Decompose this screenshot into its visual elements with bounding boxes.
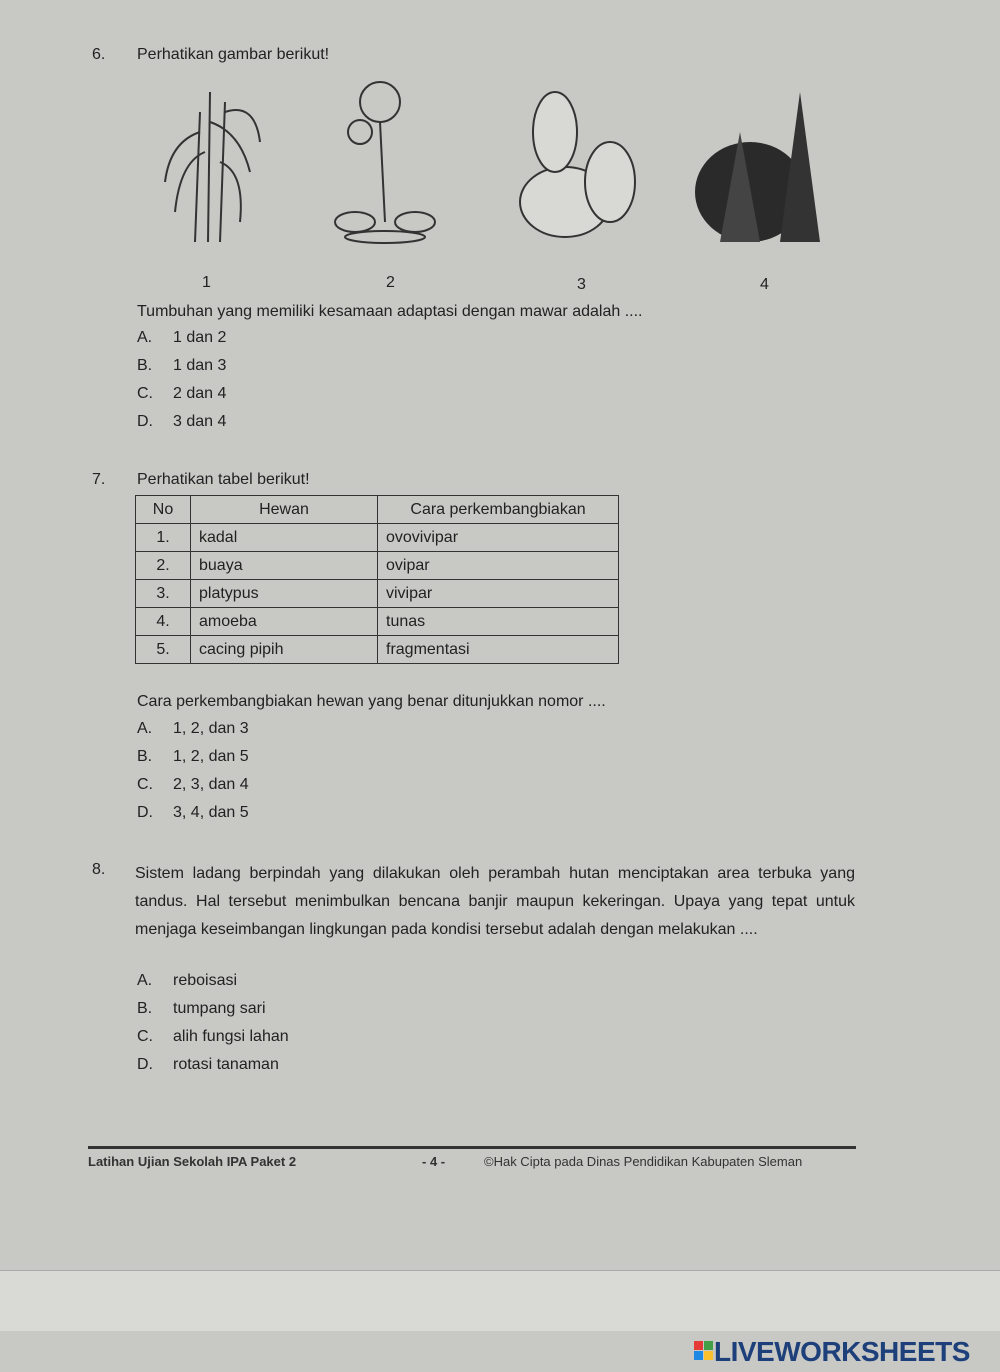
image-label: 2	[386, 274, 395, 291]
image-label: 3	[577, 276, 586, 293]
cell-cara: vivipar	[378, 580, 619, 608]
cell-cara: ovipar	[378, 552, 619, 580]
option-letter: A.	[137, 972, 153, 989]
table-row	[136, 524, 619, 552]
option-text: 2 dan 4	[173, 385, 227, 402]
option-letter: B.	[137, 748, 153, 765]
option-text: rotasi tanaman	[173, 1056, 279, 1073]
cell-no: 1.	[136, 524, 191, 552]
option-letter: A.	[137, 720, 153, 737]
option-text: 1, 2, dan 5	[173, 748, 249, 765]
option-a[interactable]	[137, 972, 737, 992]
option-letter: D.	[137, 804, 153, 821]
reproduction-table	[135, 495, 619, 664]
option-d[interactable]	[137, 1056, 737, 1076]
liveworksheets-watermark: LIVEWORKSHEETS	[714, 1336, 970, 1367]
header-cara: Cara perkembangbiakan	[378, 496, 619, 524]
plant-images	[160, 72, 840, 252]
option-text: 1, 2, dan 3	[173, 720, 249, 737]
cell-hewan: platypus	[191, 580, 378, 608]
option-b[interactable]	[137, 748, 737, 768]
table-row	[136, 636, 619, 664]
option-b[interactable]	[137, 357, 737, 377]
option-text: 1 dan 3	[173, 357, 227, 374]
image-label: 1	[202, 274, 211, 291]
option-text: 3 dan 4	[173, 413, 227, 430]
cactus-image	[520, 92, 635, 237]
question-number: 7.	[92, 471, 106, 488]
option-letter: A.	[137, 329, 153, 346]
option-c[interactable]	[137, 776, 737, 796]
dark-plant-image	[695, 92, 820, 242]
cell-cara: ovovivipar	[378, 524, 619, 552]
cell-no: 5.	[136, 636, 191, 664]
option-text: 1 dan 2	[173, 329, 227, 346]
option-a[interactable]	[137, 329, 737, 349]
option-letter: D.	[137, 413, 153, 430]
option-c[interactable]	[137, 1028, 737, 1048]
option-c[interactable]	[137, 385, 737, 405]
option-a[interactable]	[137, 720, 737, 740]
venus-flytrap-image	[335, 82, 435, 243]
cell-cara: tunas	[378, 608, 619, 636]
question-prompt: Perhatikan gambar berikut!	[137, 46, 330, 63]
option-b[interactable]	[137, 1000, 737, 1020]
table-row	[136, 552, 619, 580]
option-letter: C.	[137, 385, 153, 402]
option-text: alih fungsi lahan	[173, 1028, 289, 1045]
question-number: 8.	[92, 861, 106, 878]
question-text: Tumbuhan yang memiliki kesamaan adaptasi dengan mawar adalah ....	[137, 303, 643, 320]
footer-copyright: ©Hak Cipta pada Dinas Pendidikan Kabupaten Sleman	[484, 1154, 803, 1169]
sugarcane-image	[165, 92, 260, 242]
option-text: reboisasi	[173, 972, 238, 989]
cell-no: 4.	[136, 608, 191, 636]
question-text: Sistem ladang berpindah yang dilakukan oleh perambah hutan menciptakan area terbuka yang tandus. Hal tersebut menimbulkan bencana banjir maupun kekeringan. Upaya yang tepat untuk menjaga keseimbangan lingkungan pada kondisi tersebut adalah dengan melakukan ....	[135, 865, 855, 938]
image-label: 4	[760, 276, 769, 293]
page-edge	[0, 1270, 1000, 1331]
cell-hewan: buaya	[191, 552, 378, 580]
cell-no: 3.	[136, 580, 191, 608]
option-text: 3, 4, dan 5	[173, 804, 249, 821]
liveworksheets-logo-icon	[694, 1341, 714, 1361]
question-number: 6.	[92, 46, 106, 63]
cell-hewan: cacing pipih	[191, 636, 378, 664]
option-letter: D.	[137, 1056, 153, 1073]
option-letter: B.	[137, 1000, 153, 1017]
option-letter: C.	[137, 776, 153, 793]
footer-title: Latihan Ujian Sekolah IPA Paket 2	[88, 1154, 297, 1169]
cell-hewan: kadal	[191, 524, 378, 552]
table-row	[136, 608, 619, 636]
cell-hewan: amoeba	[191, 608, 378, 636]
option-d[interactable]	[137, 413, 737, 433]
question-text: Cara perkembangbiakan hewan yang benar ditunjukkan nomor ....	[137, 693, 606, 710]
header-no: No	[136, 496, 191, 524]
footer-divider	[88, 1146, 856, 1149]
page-number: - 4 -	[422, 1154, 446, 1169]
option-text: tumpang sari	[173, 1000, 266, 1017]
table-row	[136, 580, 619, 608]
option-d[interactable]	[137, 804, 737, 824]
cell-cara: fragmentasi	[378, 636, 619, 664]
header-hewan: Hewan	[191, 496, 378, 524]
cell-no: 2.	[136, 552, 191, 580]
question-prompt: Perhatikan tabel berikut!	[137, 471, 310, 488]
option-text: 2, 3, dan 4	[173, 776, 249, 793]
option-letter: B.	[137, 357, 153, 374]
option-letter: C.	[137, 1028, 153, 1045]
